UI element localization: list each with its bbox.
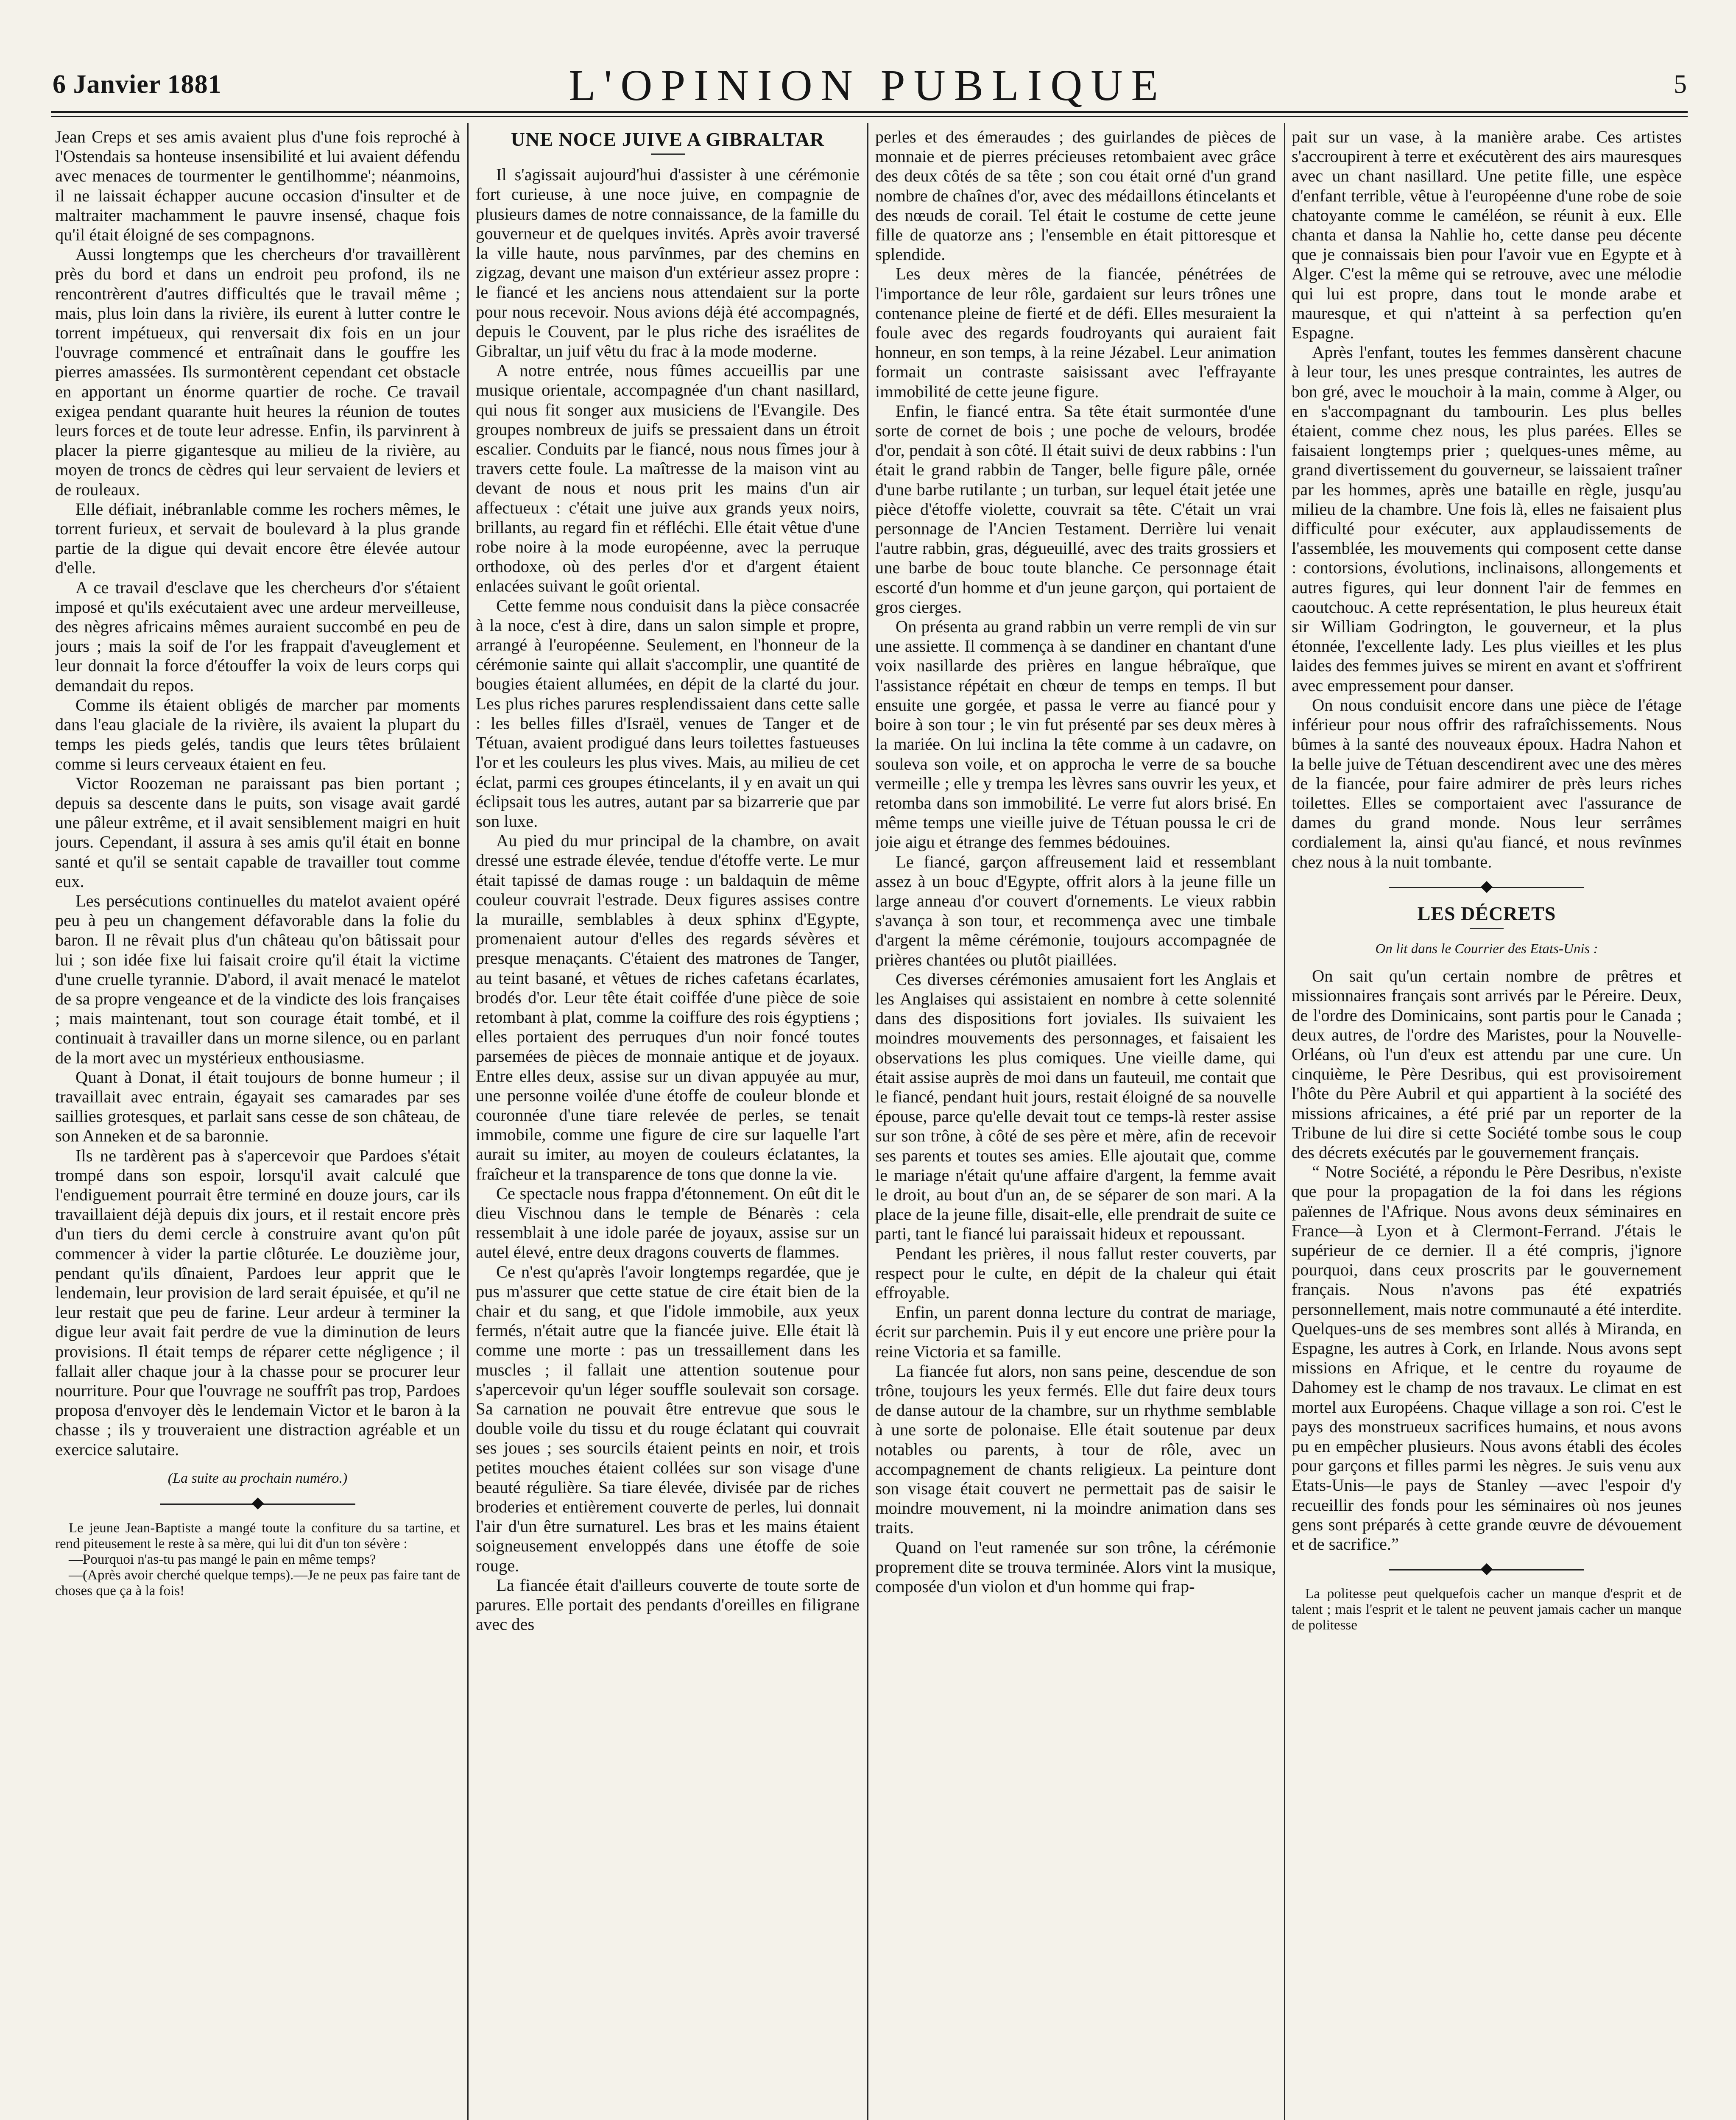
masthead-rule-thick [51,111,1688,113]
article-paragraph: perles et des émeraudes ; des guirlandes de pièces de monnaie et de pierres précieuses retombaient avec grâce des deux côtés de sa tête ; son cou était orné d'un grand nombre de chaînes d'or, avec des médaillons étincelants et des nœuds de corail. Tel était le costume de cette jeune fille de quatorze ans ; l'ensemble en était pittoresque et splendide. [875,127,1276,264]
story-paragraph: A ce travail d'esclave que les chercheurs d'or s'étaient imposé et qu'ils exécutaient avec une ardeur merveilleuse, des nègres africains mêmes auraient succombé en peu de jours ; mais la soif de l'or les frappait d'aveuglement et leur donnait la force d'étouffer la voix de leurs corps qui demandait du repos. [55,577,460,695]
masthead [41,47,1694,114]
continuation-note: (La suite au prochain numéro.) [167,1470,348,1486]
article-paragraph: On présenta au grand rabbin un verre rempli de vin sur une assiette. Il commença à se dandiner en chantant d'une voix nasillarde des prières en langue hébraïque, que l'assistance répétait en chœur de temps en temps. Il but ensuite une gorgée, et passa le verre au fiancé pour y boire à son tour ; le vin fut présenté par ses deux mères à la mariée. On lui inclina la tête comme à un cadavre, on souleva son voile, et on approcha le verre de sa bouche vermeille ; elle y trempa les lèvres sans ouvrir les yeux, et retomba dans son immobilité. Le verre fut alors brisé. En même temps une vieille juive de Tétuan poussa le cri de joie aigu et étrange des femmes bédouines. [875,617,1276,852]
maxim [1292,1586,1682,1633]
article-paragraph: Au pied du mur principal de la chambre, on avait dressé une estrade élevée, tendue d'étoffe verte. Le mur était tapissé de damas rouge : un baldaquin de même couleur couvrait l'estrade. Deux figures assises contre la muraille, semblables à deux sphinx d'Egypte, promenaient autour d'elles des regards sévères et presque menaçants. C'étaient des matrones de Tanger, au teint basané, et vêtues de riches cafetans écarlates, brodés d'or. Leur tête était coiffée d'une pièce de soie retombant à plat, comme la coiffure des rois égyptiens ; elles portaient des perruques d'un noir foncé toutes parsemées de pièces de monnaie antique et de joyaux. Entre elles deux, assise sur un divan appuyée au mur, une personne voilée d'une étoffe de couleur blonde et couronnée d'une tiare relevée de perles, se tenait immobile, comme une figure de cire sur laquelle l'art aurait su imiter, au moyen de couleurs éclatantes, la fraîcheur et la transparence de tons que donne la vie. [476,831,860,1183]
story-paragraph: Jean Creps et ses amis avaient plus d'une fois reproché à l'Ostendais sa honteuse insensibilité et lui avaient défendu avec menaces de tourmenter le gentilhomme'; néanmoins, il ne laissait échapper aucune occasion d'insulter et de maltraiter machamment le pauvre insensé, chaque fois qu'il était éloigné de ses compagnons. [55,127,460,245]
article-paragraph: Il s'agissait aujourd'hui d'assister à une cérémonie fort curieuse, à une noce juive, en compagnie de plusieurs dames de notre connaissance, de la famille du gouverneur et de quelques invités. Après avoir traversé la ville haute, nous parvînmes, par des chemins en zigzag, devant une maison d'un extérieur assez propre : le fiancé et les anciens nous attendaient sur la porte pour nous recevoir. Nous avions déjà été accompagnés, depuis le Couvent, par le plus riche des israélites de Gibraltar, un juif vêtu du frac à la mode moderne. [476,165,860,361]
article-paragraph: Quand on l'eut ramenée sur son trône, la cérémonie proprement dite se trouva terminée. Alors vint la musique, composée d'un violon et d'un homme qui frap- [875,1537,1276,1596]
issue-date: 6 Janvier 1881 [53,70,222,99]
article-paragraph: Enfin, un parent donna lecture du contrat de mariage, écrit sur parchemin. Puis il y eut encore une prière pour la reine Victoria et sa famille. [875,1303,1276,1361]
article-paragraph: Ces diverses cérémonies amusaient fort les Anglais et les Anglaises qui assistaient en nombre à cette solennité dans des dispositions fort joviales. Ils suivaient les moindres mouvements des personnages, et faisaient les observations les plus comiques. Une vieille dame, qui était assise auprès de moi dans un fauteuil, me contait que le fiancé, pendant huit jours, restait éloigné de sa nouvelle épouse, parce qu'elle devait tout ce temps-là rester assise sur son trône, à côté de ses père et mère, afin de recevoir ses parents et toutes ses amies. Elle ajoutait que, comme le mariage n'était qu'une affaire d'argent, la femme avait le droit, au bout d'un an, de se séparer de son mari. A la place de la jeune fille, disait-elle, elle prendrait de suite ce parti, tant le fiancé lui paraissait hideux et repoussant. [875,969,1276,1244]
article-paragraph: Pendant les prières, il nous fallut rester couverts, par respect pour le culte, en dépit de la chaleur qui était effroyable. [875,1244,1276,1302]
article-paragraph: On nous conduisit encore dans une pièce de l'étage inférieur pour nous offrir des rafraîchissements. Nous bûmes à la santé des nouveaux époux. Hadra Nahon et la belle juive de Tétuan descendirent avec une des mères de la fiancée, pour faire admirer de près leurs riches toilettes. Elles se comportaient avec l'assurance de dames du grand monde. Nous leur serrâmes cordialement la, ainsi qu'au fiancé, et nous revînmes chez nous à la nuit tombante. [1292,695,1682,871]
article-heading: UNE NOCE JUIVE A GIBRALTAR [511,128,825,150]
heading-dash [1470,928,1504,929]
story-paragraph: Quant à Donat, il était toujours de bonne humeur ; il travaillait avec entrain, égayait ses camarades par ses saillies grotesques, et parlait sans cesse de son château, de son Anneken et de sa baronnie. [55,1067,460,1146]
masthead-rule-thin [51,116,1688,117]
ornament-divider [1389,1564,1584,1576]
article-paragraph: Le fiancé, garçon affreusement laid et ressemblant assez à un bouc d'Egypte, offrit alors à la jeune fille un large anneau d'or couvert d'ornements. Le vieux rabbin s'avança à son tour, et recommença avec une timbale d'argent la même cérémonie, toujours accompagnée de prières chantées ou plutôt piaillées. [875,852,1276,969]
article-paragraph: Ce n'est qu'après l'avoir longtemps regardée, que je pus m'assurer que cette statue de cire était bien de la chair et du sang, et que l'idole immobile, aux yeux fermés, n'était autre que la fiancée juive. Elle était là comme une morte : pas un tressaillement dans les muscles ; il fallait une attention soutenue pour s'apercevoir qu'un léger souffle soulevait son corsage. Sa carnation ne pouvait être entrevue que sous le double voile du tissu et du rouge éclatant qui couvrait ses joues ; ses sourcils étaient peints en noir, et trois petites mouches étaient collées sur son visage d'une beauté régulière. Sa tiare élevée, divisée par de riches broderies et entièrement couverte de perles, lui donnait l'air d'un être surnaturel. Les bras et les mains étaient soigneusement enveloppés dans une étoffe de soie rouge. [476,1262,860,1575]
column-1 [55,127,460,2120]
story-paragraph: Comme ils étaient obligés de marcher par moments dans l'eau glaciale de la rivière, ils avaient la plupart du temps les pieds gelés, tandis que leurs têtes brûlaient comme si leurs cerveaux étaient en feu. [55,695,460,773]
source-line: On lit dans le Courrier des Etats-Unis : [1375,941,1598,957]
column-divider [1284,123,1285,2120]
article-heading: LES DÉCRETS [1417,902,1556,924]
column-2 [476,127,860,2120]
anecdote-line: —(Après avoir cherché quelque temps).—Je ne peux pas faire tant de choses que ça à la fois! [55,1568,460,1599]
article-paragraph: Après l'enfant, toutes les femmes dansèrent chacune à leur tour, les unes presque contraintes, les autres de bon gré, avec le mouchoir à la main, comme à Alger, ou en s'accompagnant du tambourin. Les plus belles étaient, comme chez nous, les plus parées. Elles se faisaient longtemps prier ; quelques-unes même, au grand divertissement du gouverneur, se laissaient traîner par les hommes, après une bataille en règle, jusqu'au milieu de la chambre. Une fois là, elles ne faisaient plus difficulté pour exécuter, aux applaudissements de l'assemblée, les mouvements qui composent cette danse : contorsions, évolutions, inclinaisons, allongements et autres figures, qui leur donnent l'air de femmes en caoutchouc. A cette représentation, le plus heureux était sir William Godrington, le gouverneur, et la plus étonnée, l'excellente lady. Les plus vieilles et les plus laides des femmes juives se mirent en avant et s'offrirent avec empressement pour danser. [1292,343,1682,695]
column-divider [867,123,868,2120]
heading-dash [651,153,685,155]
article-paragraph: La fiancée fut alors, non sans peine, descendue de son trône, toujours les yeux fermés. Elle dut faire deux tours de danse autour de la chambre, sur un rhythme semblable à une sorte de polonaise. Elle était soutenue par deux notables ou parents, à tour de rôle, avec un accompagnement de chants religieux. La peinture dont son visage était couvert ne permettait pas de saisir le moindre mouvement, ni la moindre animation dans ses traits. [875,1361,1276,1537]
article-paragraph: pait sur un vase, à la manière arabe. Ces artistes s'accroupirent à terre et exécutèrent des airs mauresques avec un chant nasillard. Une petite fille, une espèce d'enfant terrible, vêtue à l'européenne d'une robe de soie chatoyante comme le caméléon, se réunit à eux. Elle chanta et dansa la Nahlie ho, cette danse peu décente que je connaissais bien pour l'avoir vue en Egypte et à Alger. C'est la même qui se retrouve, avec une mélodie qui lui est propre, dans tout le monde arabe et mauresque, et qui n'atteint à sa perfection qu'en Espagne. [1292,127,1682,343]
story-paragraph: Ils ne tardèrent pas à s'apercevoir que Pardoes s'était trompé dans son espoir, lorsqu'il avait calculé que l'endiguement pourrait être terminé en douze jours, car ils travaillaient déjà depuis dix jours, et il restait encore près d'un tiers du demi cercle à construire avant qu'on pût commencer à vider la partie clôturée. Le douzième jour, pendant qu'ils dînaient, Pardoes leur apprit que le lendemain, leur provision de lard serait épuisée, et qu'il ne leur restait que peu de farine. Leur ardeur à terminer la digue leur avait fait perdre de vue la diminution de leurs provisions. Il était temps de réparer cette négligence ; il fallait aller chaque jour à la chasse pour se procurer leur nourriture. Pour que l'ouvrage ne souffrît pas trop, Pardoes proposa d'envoyer dès le lendemain Victor et le baron à la chasse ; ils y trouveraient une distraction agréable et un exercice salutaire. [55,1146,460,1459]
article-paragraph: La fiancée était d'ailleurs couverte de toute sorte de parures. Elle portait des pendants d'oreilles en filigrane avec des [476,1575,860,1634]
article-paragraph: A notre entrée, nous fûmes accueillis par une musique orientale, accompagnée d'un chant nasillard, qui nous fit songer aux musiciens de l'Evangile. Des groupes nombreux de juifs se pressaient dans un étroit escalier. Conduits par le fiancé, nous nous fîmes jour à travers cette foule. La maîtresse de la maison vint au devant de nous et nous prit les mains d'un air affectueux : c'était une juive aux grands yeux noirs, brillants, au regard fin et réfléchi. Elle était vêtue d'une robe noire à la mode européenne, avec la perruque orthodoxe, où des perles d'or et d'argent étaient enlacées suivant le goût oriental. [476,361,860,596]
article-paragraph: Les deux mères de la fiancée, pénétrées de l'importance de leur rôle, gardaient sur leurs trônes une contenance pleine de fierté et de défi. Elles mesuraient la foule avec des regards foudroyants qui auraient fait honneur, en son temps, à la reine Jézabel. Leur animation formait un contraste saisissant avec l'effrayante immobilité de cette jeune figure. [875,264,1276,401]
newspaper-title: L'OPINION PUBLIQUE [568,61,1167,110]
ornament-divider [160,1498,355,1510]
page-number: 5 [1674,70,1687,99]
maxim-text: La politesse peut quelquefois cacher un manque d'esprit et de talent ; mais l'esprit et le talent ne peuvent jamais cacher un manque de politesse [1292,1586,1682,1633]
article-paragraph: Enfin, le fiancé entra. Sa tête était surmontée d'une sorte de cornet de bois ; une poche de velours, brodée d'or, pendait à son côté. Il était suivi de deux rabbins : l'un était le grand rabbin de Tanger, belle figure pâle, ornée d'une barbe rutilante ; un turban, sur lequel était jetée une pièce d'étoffe violette, couvrait sa tête. C'était un vrai personnage de l'Ancien Testament. Derrière lui venait l'autre rabbin, gras, dégueuillé, avec des traits grossiers et une barbe de bouc toute blanche. Ce personnage était escorté d'un homme et d'un jeune garçon, qui portaient de gros cierges. [875,401,1276,616]
anecdote-line: Le jeune Jean-Baptiste a mangé toute la confiture du sa tartine, et rend piteusement le reste à sa mère, qui lui dit d'un ton sévère : [55,1520,460,1552]
article-paragraph: On sait qu'un certain nombre de prêtres et missionnaires français sont arrivés par le Péreire. Deux, de l'ordre des Dominicains, sont partis pour le Canada ; deux autres, de l'ordre des Maristes, pour la Nouvelle-Orléans, où l'un d'eux est attendu par une cure. Un cinquième, le Père Desribus, qui est provisoirement l'hôte du Père Aubril et qui appartient à la société des missions africaines, a été prié par un reporter de la Tribune de lui dire si cette Société tombe sous le coup des décrets exécutés par le gouvernement français. [1292,966,1682,1162]
story-paragraph: Les persécutions continuelles du matelot avaient opéré peu à peu un changement défavorable dans la folie du baron. Il ne rêvait plus d'un château qu'on bâtissait pour lui ; son idée fixe lui faisait croire qu'il était la victime d'une cruelle tyrannie. D'abord, il avait menacé le matelot de sa propre vengeance et de la vindicte des lois françaises ; mais maintenant, tout son courage était tombé, et il continuait à travailler dans un morne silence, ou en parlant de la mort avec un mystérieux enthousiasme. [55,891,460,1067]
article-paragraph: “ Notre Société, a répondu le Père Desribus, n'existe que pour la propagation de la foi dans les régions païennes de l'Afrique. Nous avons deux séminaires en France—à Lyon et à Clermont-Ferrand. J'étais le supérieur de ce dernier. Il a été compris, j'ignore pourquoi, dans ceux proscrits par le gouvernement français. Nous n'avons pas été expatriés personnellement, mais notre communauté a été interdite. Quelques-uns de ses membres sont allés à Miranda, en Espagne, les autres à Cork, en Irlande. Nous avons sept missions en Afrique, et le centre du royaume de Dahomey est le champ de nos travaux. Le climat en est mortel aux Européens. Chaque village a son roi. C'est le pays des monstrueux sacrifices humains, et nous avons pu en empêcher plusieurs. Nous avons établi des écoles pour garçons et filles parmi les nègres. Je suis venu aux Etats-Unis—le pays de Stanley —avec l'espoir d'y recueillir des fonds pour les séminaires où nos jeunes gens sont préparés à cette grande œuvre de dévouement et de sacrifice.” [1292,1162,1682,1554]
story-paragraph: Victor Roozeman ne paraissant pas bien portant ; depuis sa descente dans le puits, son visage avait gardé une pâleur extrême, et il avait sensiblement maigri en huit jours. Cependant, il assura à ses amis qu'il était en bonne santé et qu'il se sentait capable de travailler tout comme eux. [55,773,460,891]
anecdote [55,1520,460,1599]
article-paragraph: Ce spectacle nous frappa d'étonnement. On eût dit le dieu Vischnou dans le temple de Bénarès : cela ressemblait à une idole parée de joyaux, assise sur un autel élevé, entre deux dragons couverts de flammes. [476,1183,860,1262]
story-paragraph: Elle défiait, inébranlable comme les rochers mêmes, le torrent furieux, et servait de boulevard à la plus grande partie de la digue qui devait encore être élevée autour d'elle. [55,499,460,577]
article-paragraph: Cette femme nous conduisit dans la pièce consacrée à la noce, c'est à dire, dans un salon simple et propre, arrangé à l'européenne. Seulement, en l'honneur de la cérémonie sainte qui allait s'accomplir, une quantité de bougies étaient allumées, en dépit de la clarté du jour. Les plus riches parures resplendissaient dans cette salle : les belles filles d'Israël, venues de Tanger et de Tétuan, avaient prodigué dans leurs toilettes fastueuses l'or et les couleurs les plus vives. Mais, au milieu de cet éclat, parmi ces groupes étincelants, il y en avait un qui éclipsait tous les autres, autant par sa bizarrerie que par son luxe. [476,596,860,831]
column-divider [467,123,469,2120]
column-4 [1292,127,1682,2120]
ornament-divider [1389,882,1584,894]
column-3 [875,127,1276,2120]
story-paragraph: Aussi longtemps que les chercheurs d'or travaillèrent près du bord et dans un endroit peu profond, ils ne rencontrèrent d'autres difficultés que le travail même ; mais, plus loin dans la rivière, ils eurent à lutter contre le torrent impétueux, qui renversait dix fois en un jour l'ouvrage commencé et entraînait dans le gouffre les pierres amassées. Ils surmontèrent cependant cet obstacle en apportant un énorme quartier de roche. Ce travail exigea pendant quarante huit heures la réunion de toutes leurs forces et de toute leur adresse. Enfin, ils parvinrent à placer la pierre gigantesque au milieu de la rivière, au moyen de troncs de cèdres qui leur servaient de leviers et de rouleaux. [55,245,460,499]
anecdote-line: —Pourquoi n'as-tu pas mangé le pain en même temps? [69,1552,376,1568]
